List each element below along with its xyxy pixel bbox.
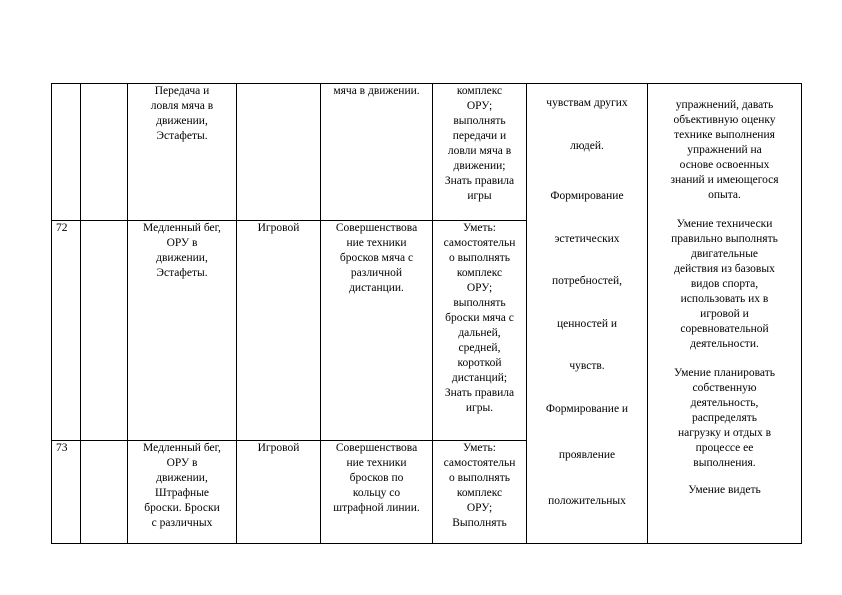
- personal-result-line: чувствам других: [546, 97, 628, 109]
- cell-line: различной: [350, 267, 403, 279]
- cell-line: кольцу со: [352, 487, 401, 499]
- cell-line: Знать правила: [444, 175, 515, 187]
- meta-result-block: [649, 98, 800, 203]
- meta-result-line: Умение планировать: [674, 367, 775, 379]
- cell-line: дистанции.: [349, 282, 404, 294]
- meta-result-block: [649, 366, 800, 471]
- lesson-type-text: Игровой: [257, 222, 300, 234]
- meta-result-line: деятельности.: [690, 338, 759, 350]
- empty-cell: [81, 84, 128, 221]
- personal-result-line: Формирование: [550, 190, 624, 202]
- meta-result-line: опыта.: [708, 189, 741, 201]
- lesson-type-cell: [237, 84, 321, 221]
- cell-line: комплекс: [456, 487, 503, 499]
- meta-result-line: соревновательной: [680, 323, 769, 335]
- cell-line: ние техники: [346, 457, 407, 469]
- cell-line: движении;: [453, 160, 506, 172]
- meta-result-line: деятельность,: [690, 397, 759, 409]
- cell-line: мяча в движении.: [333, 85, 420, 97]
- cell-line: комплекс: [456, 267, 503, 279]
- cell-line: Эстафеты.: [156, 130, 208, 142]
- cell-line: с различных: [151, 517, 213, 529]
- personal-result-line: людей.: [570, 140, 604, 152]
- meta-result-line: Умение технически: [676, 218, 773, 230]
- meta-result-line: распределять: [691, 412, 758, 424]
- meta-result-line: выполнения.: [693, 457, 756, 469]
- cell-line: короткой: [457, 357, 502, 369]
- meta-result-line: собственную: [692, 382, 757, 394]
- cell-line: ние техники: [346, 237, 407, 249]
- lesson-plan-table: [51, 83, 802, 544]
- cell-line: игры.: [465, 402, 494, 414]
- meta-result-line: нагрузку и отдых в: [677, 427, 772, 439]
- personal-result-line: эстетических: [554, 233, 620, 245]
- personal-result-line: потребностей,: [551, 275, 623, 287]
- personal-result-line: Формирование и: [545, 403, 629, 415]
- lesson-topic-cell: [128, 84, 237, 221]
- meta-result-line: упражнений, давать: [675, 99, 774, 111]
- cell-line: самостоятельн: [443, 237, 516, 249]
- cell-line: движении,: [156, 472, 208, 484]
- meta-result-line: правильно выполнять: [671, 233, 778, 245]
- meta-result-line: игровой и: [700, 308, 749, 320]
- meta-result-block: [649, 217, 800, 352]
- learning-activities-cell: [433, 221, 527, 441]
- cell-line: броски мяча с: [445, 312, 514, 324]
- cell-line: Уметь:: [463, 222, 496, 234]
- cell-line: комплекс: [456, 85, 503, 97]
- lesson-task-cell: [321, 221, 433, 441]
- cell-line: движении,: [156, 252, 208, 264]
- cell-line: Выполнять: [452, 517, 507, 529]
- meta-results-cell: [648, 84, 802, 544]
- meta-result-line: процессе ее: [695, 442, 754, 454]
- cell-line: Передача и: [154, 85, 210, 97]
- cell-line: дистанций;: [451, 372, 508, 384]
- cell-line: ловля мяча в: [150, 100, 214, 112]
- cell-line: Медленный бег,: [143, 442, 221, 454]
- cell-line: ловли мяча в: [447, 145, 512, 157]
- cell-line: самостоятельн: [443, 457, 516, 469]
- row-number-cell: [52, 84, 81, 221]
- cell-line: Уметь:: [463, 442, 496, 454]
- lesson-topic-cell: [128, 441, 237, 544]
- learning-activities-cell: [433, 84, 527, 221]
- cell-line: движении,: [156, 115, 208, 127]
- meta-result-line: знаний и имеющегося: [670, 174, 779, 186]
- cell-line: выполнять: [453, 115, 506, 127]
- meta-result-line: двигательные: [690, 248, 759, 260]
- cell-line: штрафной линии.: [333, 502, 420, 514]
- lesson-type: [237, 441, 321, 544]
- meta-result-line: объективную оценку: [673, 114, 776, 126]
- lesson-task-cell: [321, 441, 433, 544]
- row-number: 72: [52, 221, 81, 441]
- empty-cell: [81, 441, 128, 544]
- personal-result-line: ценностей и: [556, 318, 618, 330]
- meta-result-line: Умение видеть: [688, 484, 761, 496]
- cell-line: броски. Броски: [144, 502, 220, 514]
- cell-line: дальней,: [458, 327, 501, 339]
- empty-cell: [81, 221, 128, 441]
- learning-activities-cell: [433, 441, 527, 544]
- meta-result-line: упражнений на: [687, 144, 762, 156]
- cell-line: ОРУ в: [166, 237, 198, 249]
- cell-line: ОРУ в: [166, 457, 198, 469]
- table-row-continuation: [52, 84, 802, 221]
- personal-result-line: проявление: [558, 449, 616, 461]
- cell-line: о выполнять: [449, 472, 510, 484]
- cell-line: Совершенствова: [335, 222, 418, 234]
- personal-results-cell: [527, 84, 648, 544]
- lesson-topic-cell: [128, 221, 237, 441]
- row-number: 73: [52, 441, 81, 544]
- cell-line: передачи и: [452, 130, 507, 142]
- lesson-type: [237, 221, 321, 441]
- cell-line: Совершенствова: [335, 442, 418, 454]
- personal-result-line: положительных: [548, 495, 626, 507]
- cell-line: Знать правила: [444, 387, 515, 399]
- cell-line: игры: [467, 190, 492, 202]
- lesson-type-text: Игровой: [257, 442, 300, 454]
- cell-line: Медленный бег,: [143, 222, 221, 234]
- meta-result-line: видов спорта,: [690, 278, 759, 290]
- cell-line: о выполнять: [449, 252, 510, 264]
- cell-line: бросков по: [349, 472, 404, 484]
- cell-line: Штрафные: [154, 487, 210, 499]
- cell-line: ОРУ;: [466, 282, 493, 294]
- cell-line: ОРУ;: [466, 100, 493, 112]
- personal-result-line: чувств.: [569, 360, 605, 372]
- cell-line: бросков мяча с: [339, 252, 414, 264]
- meta-result-line: основе освоенных: [679, 159, 770, 171]
- meta-result-line: действия из базовых: [674, 263, 775, 275]
- cell-line: выполнять: [453, 297, 506, 309]
- meta-result-line: использовать их в: [680, 293, 769, 305]
- cell-line: Эстафеты.: [156, 267, 208, 279]
- meta-result-block: [649, 483, 800, 498]
- cell-line: ОРУ;: [466, 502, 493, 514]
- meta-result-line: технике выполнения: [674, 129, 775, 141]
- lesson-task-cell: [321, 84, 433, 221]
- cell-line: средней,: [458, 342, 501, 354]
